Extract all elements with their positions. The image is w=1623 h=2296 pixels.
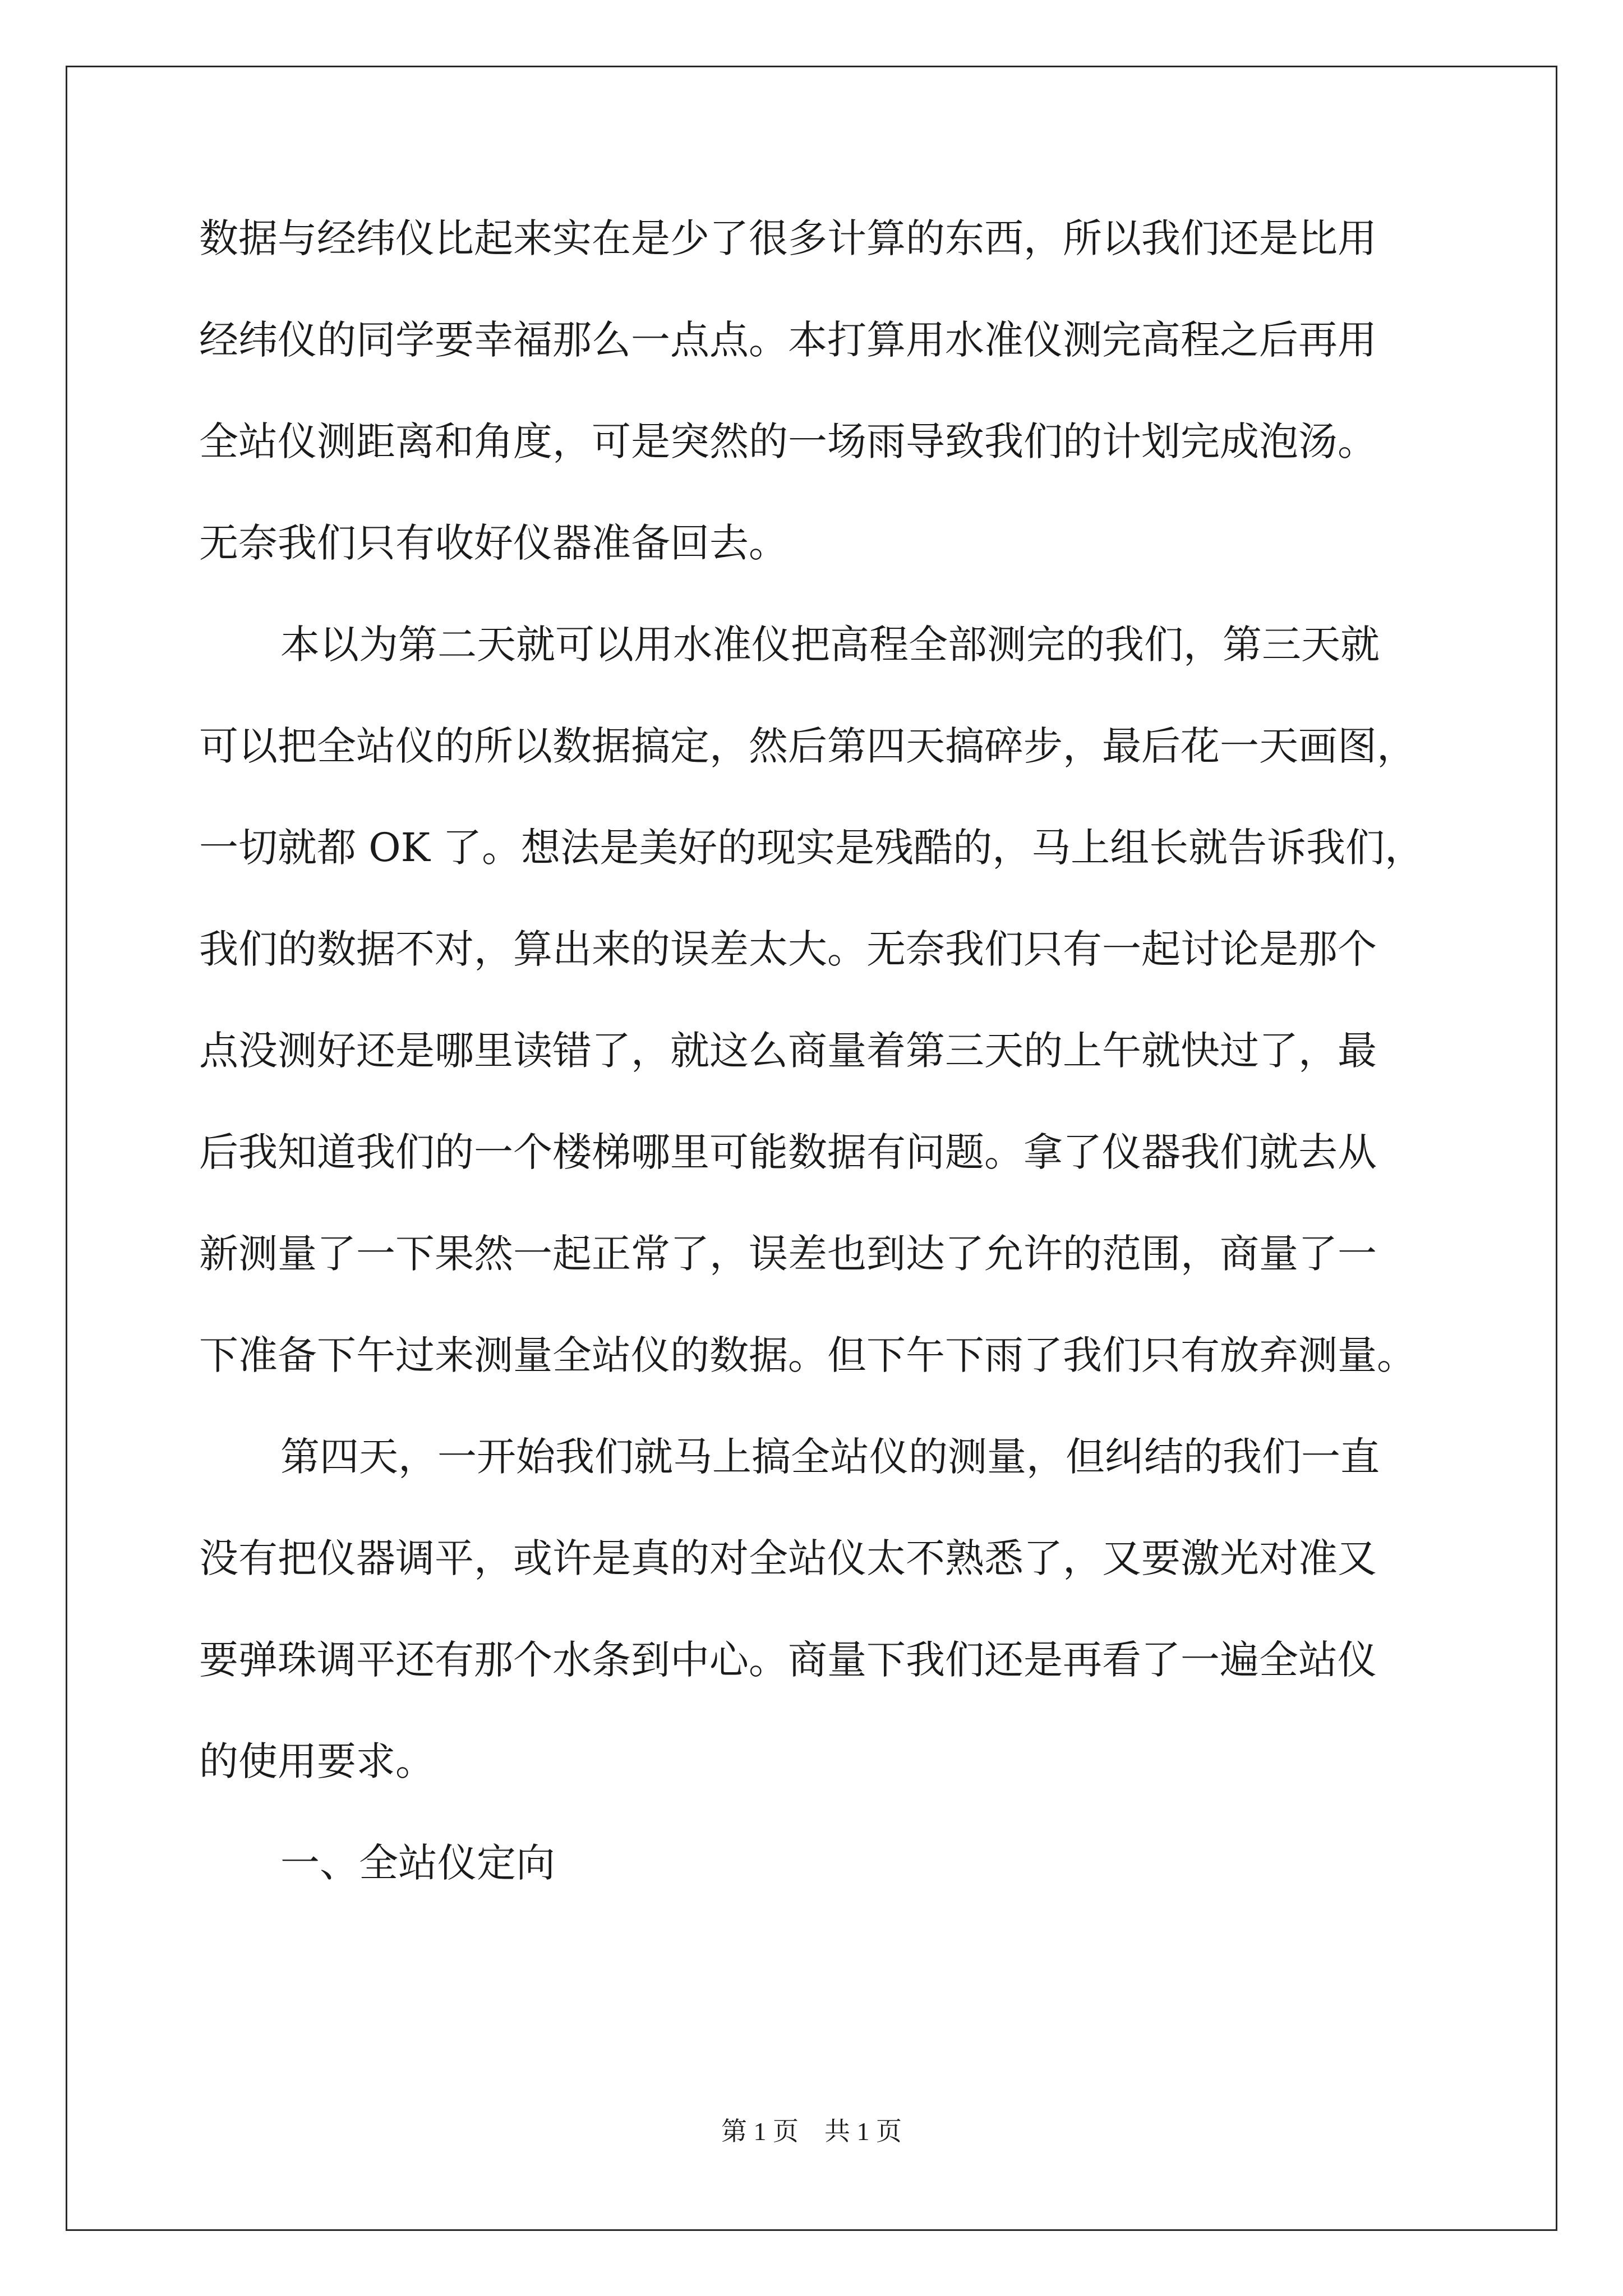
text-line: 全站仪测距离和角度，可是突然的一场雨导致我们的计划完成泡汤。 <box>199 418 1377 464</box>
text-line: 经纬仪的同学要幸福那么一点点。本打算用水准仪测完高程之后再用 <box>199 317 1377 363</box>
text-line: 没有把仪器调平，或许是真的对全站仪太不熟悉了，又要激光对准又 <box>199 1535 1377 1581</box>
paragraph-start-line: 本以为第二天就可以用水准仪把高程全部测完的我们，第三天就 <box>280 622 1380 668</box>
text-line: 点没测好还是哪里读错了，就这么商量着第三天的上午就快过了，最 <box>199 1028 1377 1074</box>
text-line: 要弹珠调平还有那个水条到中心。商量下我们还是再看了一遍全站仪 <box>199 1637 1377 1683</box>
document-body <box>199 210 1433 1936</box>
section-heading: 一、全站仪定向 <box>280 1840 555 1886</box>
text-line: 可以把全站仪的所以数据搞定，然后第四天搞碎步，最后花一天画图， <box>199 723 1416 769</box>
paragraph-start-line: 第四天，一开始我们就马上搞全站仪的测量，但纠结的我们一直 <box>280 1434 1380 1480</box>
text-line: 无奈我们只有收好仪器准备回去。 <box>199 520 788 566</box>
text-line: 下准备下午过来测量全站仪的数据。但下午下雨了我们只有放弃测量。 <box>199 1332 1416 1378</box>
text-line: 后我知道我们的一个楼梯哪里可能数据有问题。拿了仪器我们就去从 <box>199 1129 1377 1175</box>
text-line: 数据与经纬仪比起来实在是少了很多计算的东西，所以我们还是比用 <box>199 215 1377 261</box>
text-line: 一切就都 OK 了。想法是美好的现实是残酷的，马上组长就告诉我们， <box>199 825 1424 871</box>
page-number-footer: 第 1 页 共 1 页 <box>721 2117 902 2146</box>
text-line: 的使用要求。 <box>199 1738 435 1784</box>
text-line: 我们的数据不对，算出来的误差太大。无奈我们只有一起讨论是那个 <box>199 926 1377 972</box>
text-line: 新测量了一下果然一起正常了，误差也到达了允许的范围，商量了一 <box>199 1231 1377 1277</box>
